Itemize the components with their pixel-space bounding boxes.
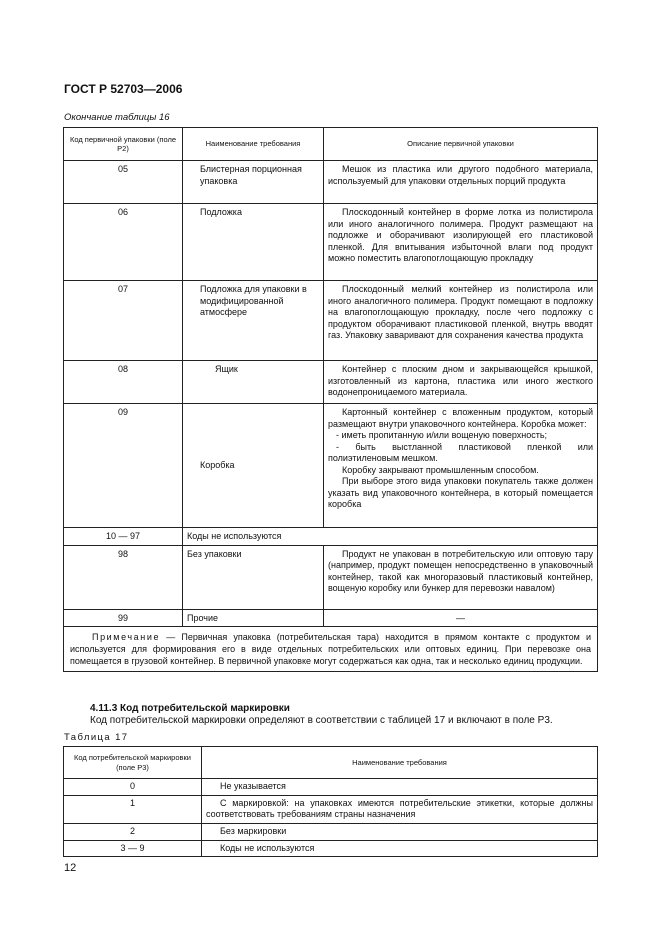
name-text: Коробка bbox=[200, 460, 235, 471]
name-text: Не указывается bbox=[220, 781, 286, 791]
description-cell bbox=[324, 404, 598, 528]
name-cell bbox=[183, 281, 324, 361]
name-cell bbox=[183, 545, 324, 609]
table-row bbox=[64, 545, 598, 609]
name-text: Ящик bbox=[215, 364, 238, 374]
description-text: Коробку закрывают промышленным способом. bbox=[342, 464, 539, 475]
table-row bbox=[64, 404, 598, 528]
name-cell bbox=[183, 161, 324, 204]
description-cell bbox=[324, 281, 598, 361]
name-text: Без маркировки bbox=[220, 826, 287, 837]
name-text: Прочие bbox=[187, 612, 219, 623]
code-cell: 99 bbox=[64, 609, 183, 627]
table-note-row bbox=[64, 627, 598, 672]
section-text: Код потребительской маркировки определяют в соответствии с таблицей 17 и включают в поле Р3. bbox=[90, 715, 553, 726]
description-cell bbox=[324, 361, 598, 404]
description-cell bbox=[324, 204, 598, 281]
name-cell bbox=[183, 609, 324, 627]
description-text: Картонный контейнер с вложенным продуктом, который размещают внутри упаковочного контейнера. Коробка может: bbox=[328, 407, 593, 429]
description-cell: — bbox=[324, 609, 598, 627]
document-header: ГОСТ Р 52703—2006 bbox=[64, 82, 183, 96]
note-text: — Первичная упаковка (потребительская тара) находится в прямом контакте с продуктом и используется для формирования его в виде отдельных потребительских или оптовых единиц. При перевозке она помещается в грузовой контейнер. В первичной упаковке могут содержаться как одна, так и несколько единиц продукции. bbox=[70, 632, 591, 667]
table-row bbox=[64, 840, 598, 857]
description-text: Продукт не упакован в потребительскую или оптовую тару (например, продукт помещен непосредственно в упаковочный контейнер, такой как многоразовый пластиковый контейнер, вощеную коробку или бункер для перевозки навалом) bbox=[328, 548, 593, 594]
name-text: Коды не используются bbox=[220, 842, 315, 853]
code-cell: 09 bbox=[64, 404, 183, 528]
table-row bbox=[64, 609, 598, 627]
column-header: Наименование требования bbox=[183, 128, 324, 161]
table-row bbox=[64, 779, 598, 796]
code-cell: 10 — 97 bbox=[64, 528, 183, 546]
table-17 bbox=[63, 746, 598, 857]
page-number: 12 bbox=[64, 862, 77, 874]
name-text: Коды не используются bbox=[187, 531, 282, 541]
name-text: Подложка bbox=[200, 207, 242, 217]
description-text: Мешок из пластика или другого подобного материала, используемый для упаковки отдельных порций продукта bbox=[328, 164, 593, 186]
description-text: - иметь пропитанную и/или вощеную поверхность; bbox=[336, 430, 548, 441]
name-cell bbox=[202, 779, 598, 796]
name-text: Блистерная порционная упаковка bbox=[200, 164, 302, 186]
name-cell bbox=[202, 824, 598, 841]
description-cell bbox=[324, 545, 598, 609]
table-header-row bbox=[64, 747, 598, 779]
description-cell bbox=[324, 161, 598, 204]
table-row bbox=[64, 795, 598, 823]
name-cell bbox=[202, 840, 598, 857]
code-cell: 08 bbox=[64, 361, 183, 404]
table-16 bbox=[63, 127, 598, 672]
code-cell: 05 bbox=[64, 161, 183, 204]
name-cell bbox=[183, 204, 324, 281]
name-text: Подложка для упаковки в модифицированной атмосфере bbox=[200, 284, 307, 318]
column-header: Описание первичной упаковки bbox=[324, 128, 598, 161]
table-row bbox=[64, 204, 598, 281]
table-continuation-label: Окончание таблицы 16 bbox=[64, 112, 170, 123]
name-cell bbox=[183, 528, 598, 546]
table-row bbox=[64, 528, 598, 546]
column-header: Код потребительской маркировки (поле Р3) bbox=[64, 747, 202, 779]
description-text: Плоскодонный контейнер в форме лотка из полистирола или иного аналогичного полимера. Продукт размещают на подложке и оборачивают изолирующей его пластиковой пленкой. Для впитывания избыточной влаги под продукт можно поместить влагопоглощающую прокладку bbox=[328, 207, 593, 264]
code-cell: 2 bbox=[64, 824, 202, 841]
description-text: Контейнер с плоским дном и закрывающейся крышкой, изготовленный из картона, пластика или иного жесткого водонепроницаемого материала. bbox=[328, 364, 593, 398]
code-cell: 07 bbox=[64, 281, 183, 361]
description-text: Плоскодонный мелкий контейнер из полистирола или иного аналогичного полимера. Продукт помещают в подложку на влагопоглощающую прокладку, после чего подложку с продуктом оборачивают пластиковой пленкой, внутрь вводят газ. Упаковку заваривают для сохранения качества продукта bbox=[328, 284, 593, 341]
table-17-label: Таблица 17 bbox=[64, 732, 129, 743]
table-row bbox=[64, 824, 598, 841]
description-text: При выборе этого вида упаковки покупатель также должен указать вид упаковочного контейнера, в который помещается коробка bbox=[328, 476, 593, 510]
code-cell: 1 bbox=[64, 795, 202, 823]
table-note bbox=[64, 627, 598, 672]
table-row bbox=[64, 361, 598, 404]
table-header-row bbox=[64, 128, 598, 161]
name-text: С маркировкой: на упаковках имеются потребительские этикетки, которые должны соответствовать требованиям страны назначения bbox=[206, 797, 593, 820]
name-text: Без упаковки bbox=[187, 548, 242, 559]
column-header: Наименование требования bbox=[202, 747, 598, 779]
table-row bbox=[64, 281, 598, 361]
name-cell bbox=[183, 361, 324, 404]
table-row bbox=[64, 161, 598, 204]
note-label: Примечание bbox=[92, 632, 161, 643]
column-header: Код первичной упаковки (поле Р2) bbox=[64, 128, 183, 161]
code-cell: 3 — 9 bbox=[64, 840, 202, 857]
name-cell bbox=[183, 404, 324, 528]
code-cell: 0 bbox=[64, 779, 202, 796]
description-text: - быть выстланной пластиковой пленкой или полиэтиленовым мешком. bbox=[328, 441, 593, 464]
code-cell: 06 bbox=[64, 204, 183, 281]
code-cell: 98 bbox=[64, 545, 183, 609]
name-cell bbox=[202, 795, 598, 823]
section-title: 4.11.3 Код потребительской маркировки bbox=[90, 703, 290, 714]
